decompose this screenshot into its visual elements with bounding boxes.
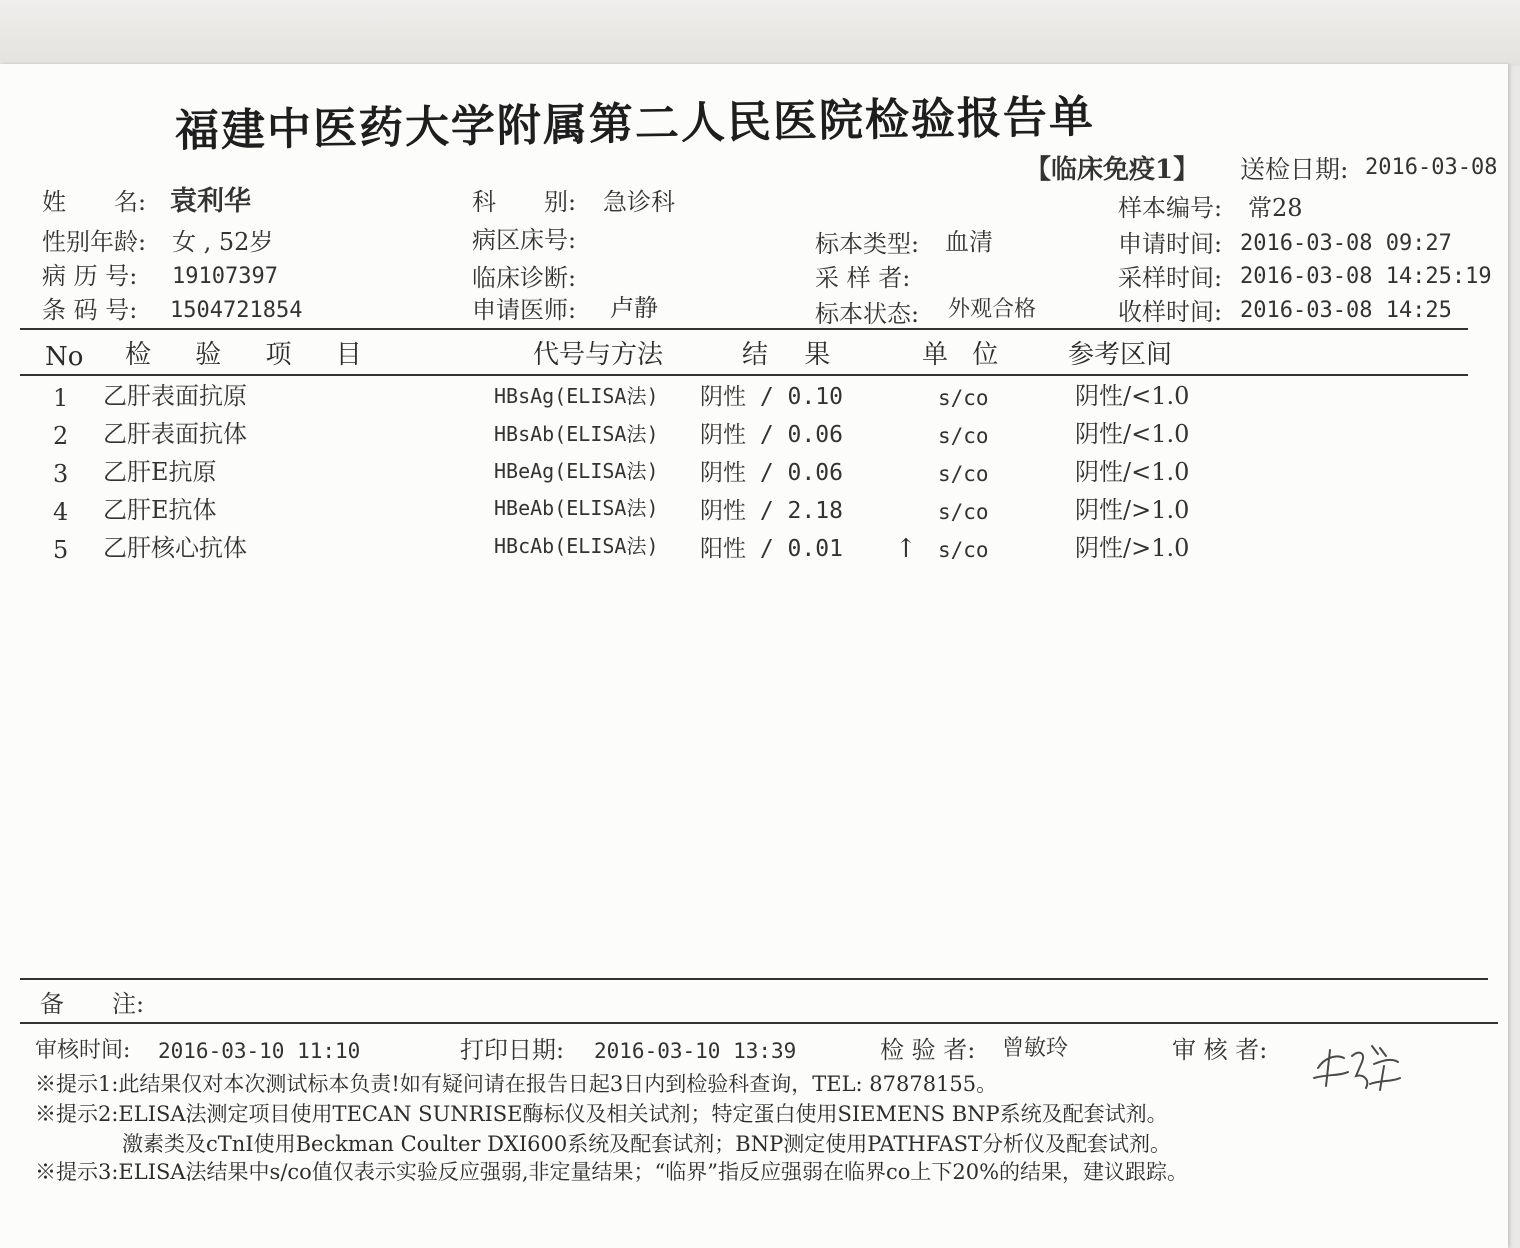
row-method: HBsAb(ELISA法) — [494, 422, 659, 446]
apply-time-value: 2016-03-08 09:27 — [1240, 231, 1452, 256]
row-item: 乙肝E抗原 — [103, 458, 217, 486]
ward-bed-label: 病区床号: — [472, 226, 577, 254]
specimen-status-label: 标本状态: — [815, 300, 920, 328]
review-time-value: 2016-03-10 11:10 — [158, 1039, 361, 1063]
col-header-ref: 参考区间 — [1068, 340, 1173, 370]
row-result: 阴性 / 2.18 — [700, 498, 843, 524]
send-date-value: 2016-03-08 — [1365, 155, 1498, 180]
row-item: 乙肝表面抗体 — [103, 420, 247, 448]
row-unit: s/co — [938, 386, 989, 410]
note-3: ※提示3:ELISA法结果中s/co值仅表示实验反应强弱,非定量结果；“临界”指反应强弱在临界co上下20%的结果，建议跟踪。 — [35, 1160, 1189, 1184]
barcode-label: 条 码 号: — [42, 296, 138, 324]
row-method: HBcAb(ELISA法) — [494, 534, 659, 558]
row-no: 5 — [53, 536, 69, 564]
specimen-type-value: 血清 — [945, 228, 993, 256]
tester-value: 曾敏玲 — [1002, 1036, 1069, 1061]
apply-time-label: 申请时间: — [1118, 230, 1223, 258]
dept-value: 急诊科 — [603, 188, 675, 216]
col-header-method: 代号与方法 — [533, 340, 664, 370]
specimen-status-value: 外观合格 — [948, 297, 1037, 322]
row-no: 4 — [53, 498, 69, 526]
row-ref: 阴性/<1.0 — [1075, 458, 1190, 486]
header-top-rule — [20, 328, 1468, 330]
row-item: 乙肝E抗体 — [103, 496, 217, 524]
receive-time-label: 收样时间: — [1118, 298, 1223, 326]
review-time-label: 审核时间: — [35, 1038, 131, 1063]
dept-label: 科 别: — [472, 188, 577, 216]
row-method: HBsAg(ELISA法) — [494, 384, 659, 408]
row-no: 1 — [53, 384, 69, 412]
patient-name-label: 姓 名: — [42, 188, 147, 216]
col-header-result: 结 果 — [742, 340, 845, 370]
row-method: HBeAg(ELISA法) — [494, 459, 659, 483]
record-no-label: 病 历 号: — [42, 262, 138, 290]
print-date-label: 打印日期: — [460, 1036, 565, 1064]
row-result: 阴性 / 0.06 — [700, 422, 843, 448]
remarks-label: 备 注: — [40, 990, 145, 1018]
row-flag-up-arrow-icon: ↑ — [895, 534, 917, 564]
barcode-value: 1504721854 — [170, 298, 303, 323]
note-2-continued: 激素类及cTnI使用Beckman Coulter DXI600系统及配套试剂；BNP测定使用PATHFAST分析仪及配套试剂。 — [122, 1132, 1172, 1156]
doctor-label: 申请医师: — [472, 296, 577, 324]
collect-time-value: 2016-03-08 14:25:19 — [1240, 264, 1492, 289]
report-section: 【临床免疫1】 — [1025, 155, 1200, 185]
row-unit: s/co — [938, 424, 989, 448]
diagnosis-label: 临床诊断: — [472, 264, 577, 292]
row-result: 阳性 / 0.01 — [700, 536, 843, 562]
row-result: 阴性 / 0.10 — [700, 384, 843, 410]
sex-age-value: 女 , 52岁 — [172, 228, 274, 256]
row-item: 乙肝表面抗原 — [103, 382, 247, 410]
sex-age-label: 性别年龄: — [42, 228, 147, 256]
specimen-type-label: 标本类型: — [815, 230, 920, 258]
row-no: 3 — [53, 460, 69, 488]
tester-label: 检 验 者: — [880, 1036, 976, 1064]
record-no-value: 19107397 — [172, 264, 278, 289]
row-ref: 阴性/<1.0 — [1075, 382, 1190, 410]
row-item: 乙肝核心抗体 — [103, 534, 247, 562]
print-date-value: 2016-03-10 13:39 — [594, 1039, 797, 1063]
row-unit: s/co — [938, 462, 989, 486]
row-unit: s/co — [938, 538, 989, 562]
receive-time-value: 2016-03-08 14:25 — [1240, 298, 1452, 323]
reviewer-signature — [1300, 1028, 1410, 1098]
collect-time-label: 采样时间: — [1118, 264, 1223, 292]
note-1: ※提示1:此结果仅对本次测试标本负责!如有疑问请在报告日起3日内到检验科查询，TEL: 87878155。 — [35, 1072, 998, 1096]
row-ref: 阴性/<1.0 — [1075, 420, 1190, 448]
remarks-top-rule — [20, 978, 1488, 980]
reviewer-label: 审 核 者: — [1172, 1036, 1268, 1064]
doctor-value: 卢静 — [610, 294, 658, 322]
patient-name: 袁利华 — [170, 186, 251, 217]
row-ref: 阴性/>1.0 — [1075, 496, 1190, 524]
send-date-label: 送检日期: — [1240, 155, 1349, 184]
scan-background — [0, 0, 1520, 66]
col-header-no: No — [45, 342, 84, 372]
sampler-label: 采 样 者: — [815, 264, 911, 292]
report-title: 福建中医药大学附属第二人民医院检验报告单 — [174, 91, 1096, 157]
col-header-item: 检 验 项 目 — [125, 340, 380, 370]
row-no: 2 — [53, 422, 69, 450]
row-unit: s/co — [938, 500, 989, 524]
row-ref: 阴性/>1.0 — [1075, 534, 1190, 562]
remarks-bottom-rule — [20, 1022, 1498, 1024]
note-2: ※提示2:ELISA法测定项目使用TECAN SUNRISE酶标仪及相关试剂；特定蛋白使用SIEMENS BNP系统及配套试剂。 — [35, 1102, 1168, 1126]
sample-no-label: 样本编号: — [1118, 194, 1223, 222]
row-method: HBeAb(ELISA法) — [494, 496, 659, 520]
row-result: 阴性 / 0.06 — [700, 460, 843, 486]
sample-no-value: 常28 — [1248, 194, 1303, 222]
col-header-unit: 单 位 — [922, 340, 1007, 370]
header-bottom-rule — [20, 374, 1468, 376]
